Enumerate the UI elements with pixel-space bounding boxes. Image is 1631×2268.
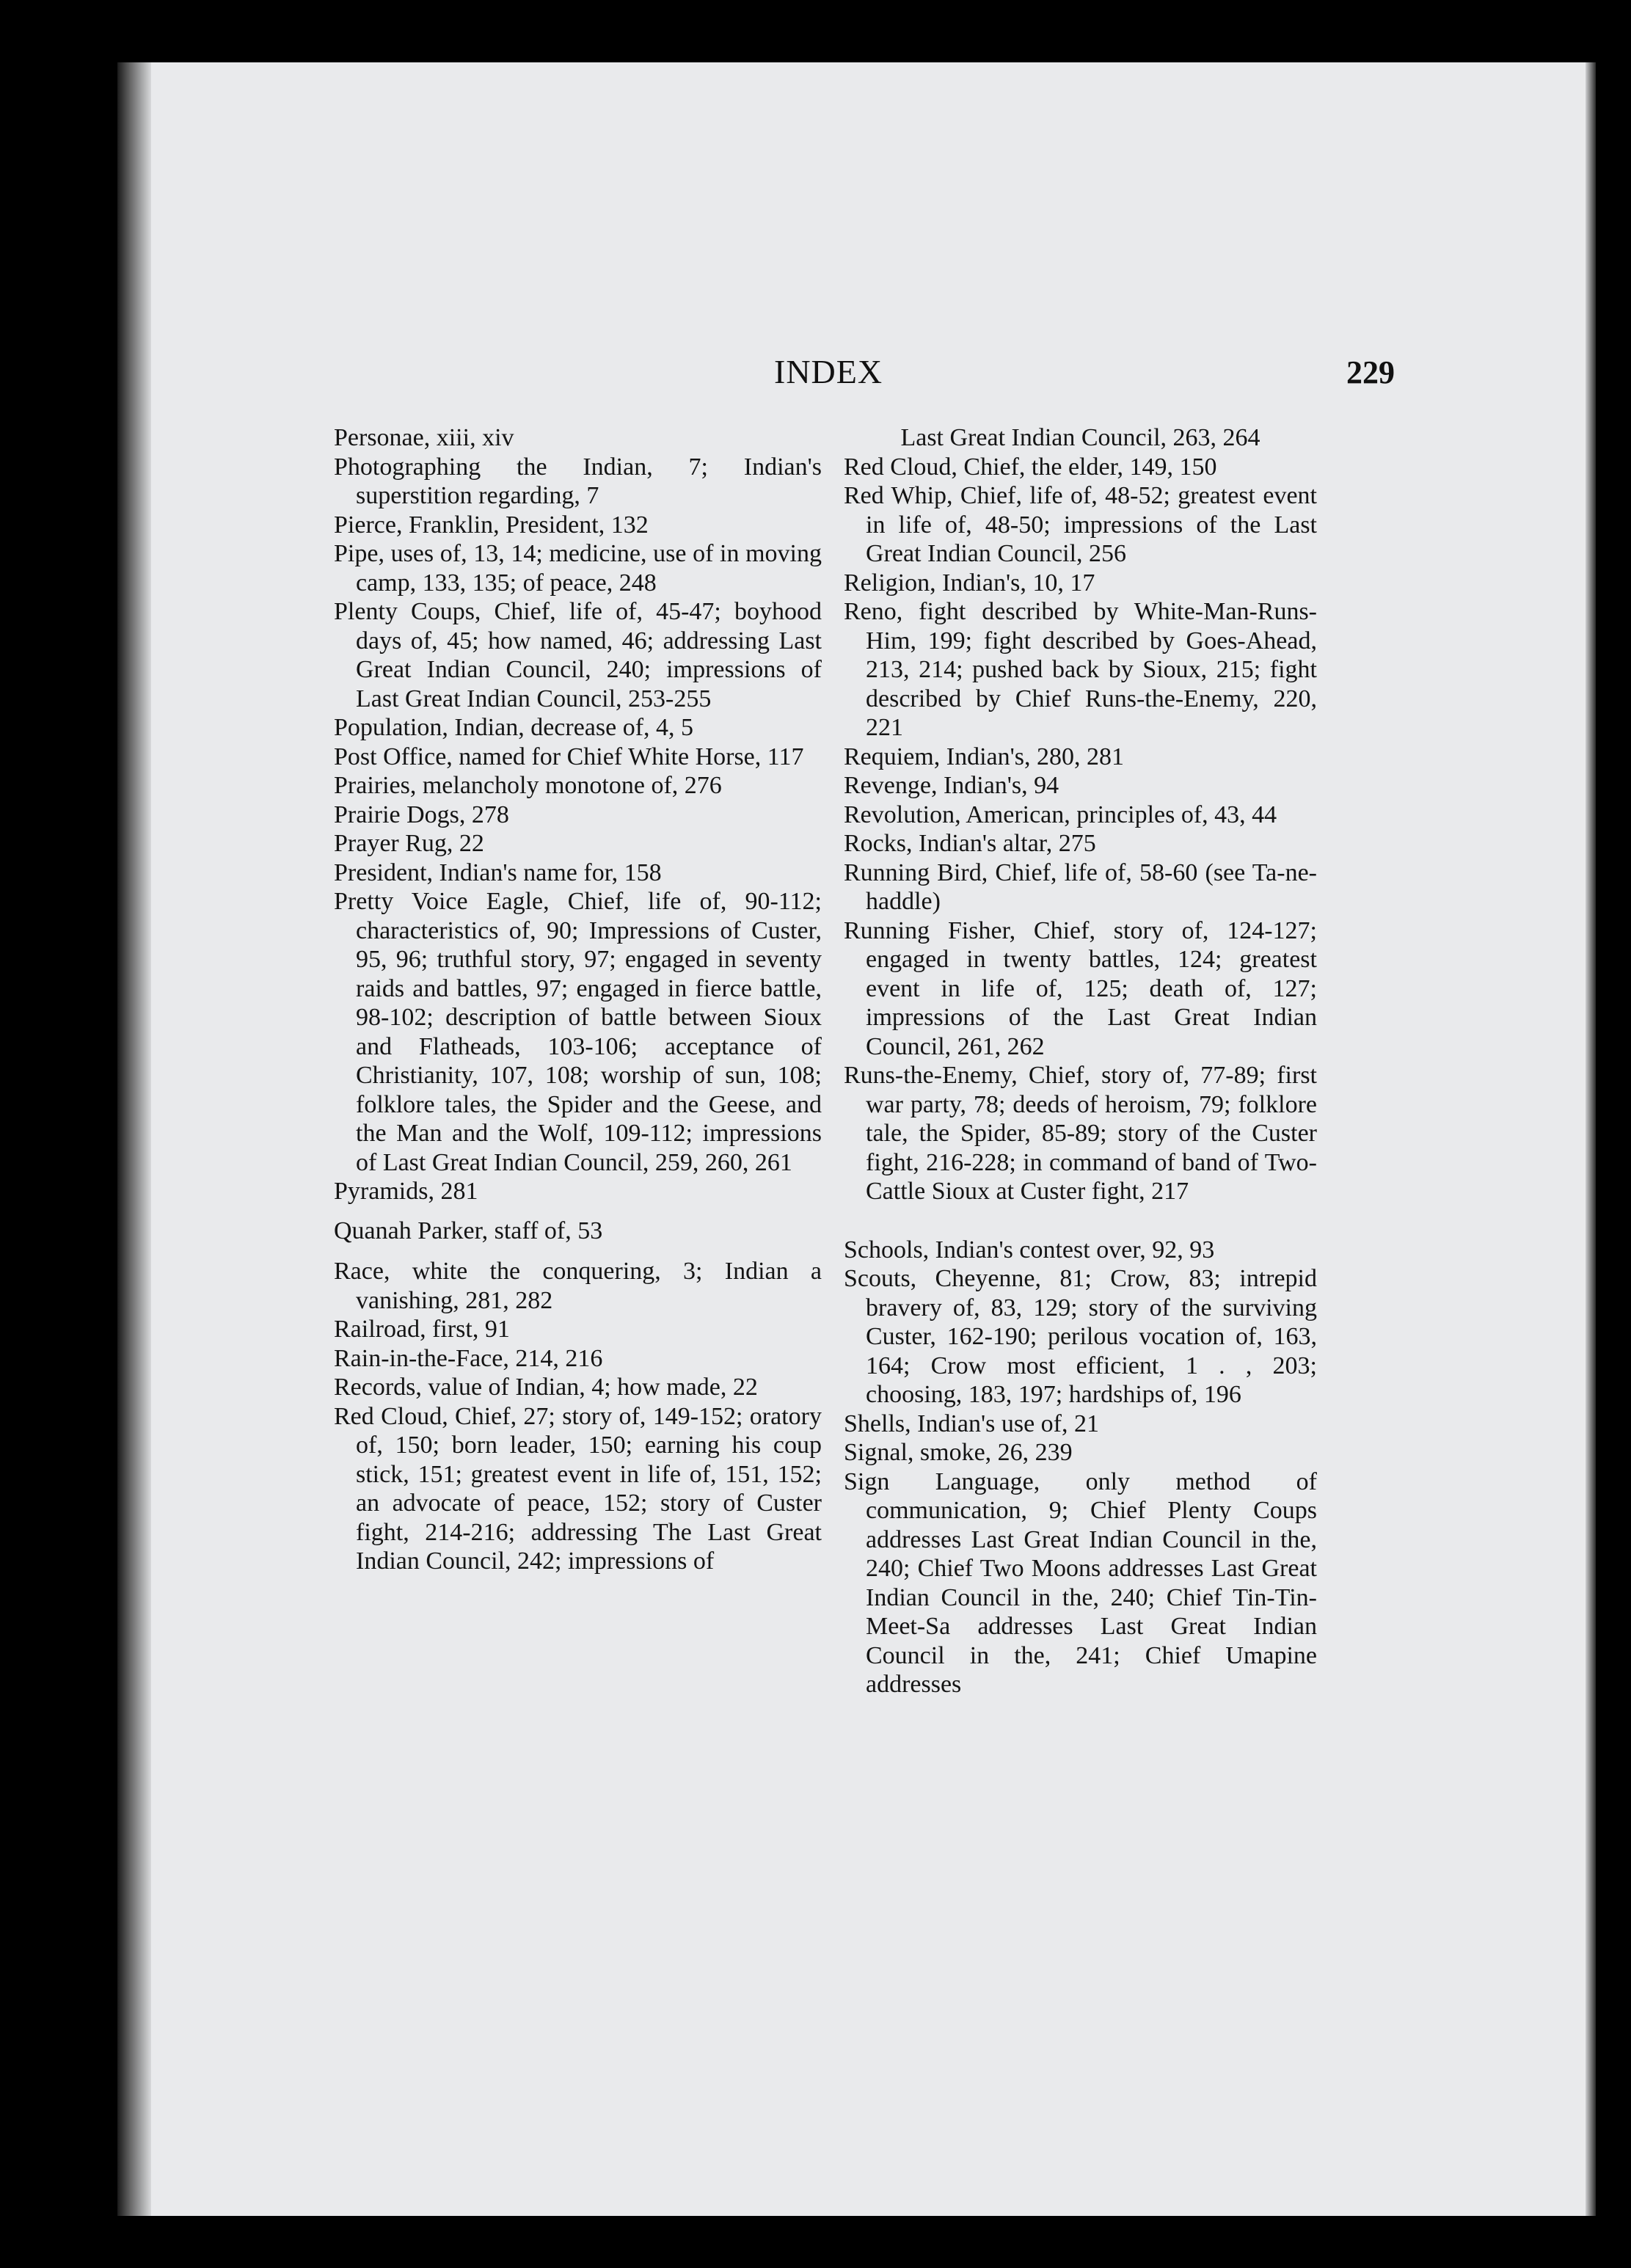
index-entry: Signal, smoke, 26, 239	[844, 1439, 1073, 1466]
index-entry: Running Bird, Chief, life of, 58-60 (see Ta-ne-haddle)	[844, 858, 1317, 915]
index-entry: Red Whip, Chief, life of, 48-52; greatest event in life of, 48-50; impressions of the Last Great Indian Council, 256	[844, 482, 1317, 567]
index-entry: Quanah Parker, staff of, 53	[334, 1217, 603, 1244]
index-entry: Scouts, Cheyenne, 81; Crow, 83; intrepid bravery of, 83, 129; story of the surviving Custer, 162-190; perilous vocation of, 163, 164; Crow most efficient, 1 . , 203; choosing, 183, 197; hardships of, 196	[844, 1265, 1317, 1408]
index-entry: President, Indian's name for, 158	[334, 858, 662, 886]
index-column-left	[334, 423, 822, 1576]
index-entry: Red Cloud, Chief, 27; story of, 149-152; oratory of, 150; born leader, 150; earning his coup stick, 151; greatest event in life of, 151, 152; an advocate of peace, 152; story of Custer fight, 214-216; addressing The Last Great Indian Council, 242; impressions of	[334, 1402, 822, 1575]
index-entry: Prayer Rug, 22	[334, 830, 484, 857]
index-entry: Requiem, Indian's, 280, 281	[844, 743, 1124, 770]
index-entry: Revenge, Indian's, 94	[844, 772, 1059, 799]
index-entry: Pipe, uses of, 13, 14; medicine, use of in moving camp, 133, 135; of peace, 248	[334, 540, 822, 597]
index-entry: Pretty Voice Eagle, Chief, life of, 90-112; characteristics of, 90; Impressions of Custer, 95, 96; truthful story, 97; engaged in seventy raids and battles, 97; engaged in fierce battle, 98-102; description of battle between Sioux and Flatheads, 103-106; acceptance of Christianity, 107, 108; worship of sun, 108; folklore tales, the Spider and the Geese, and the Man and the Wolf, 109-112; impressions of Last Great Indian Council, 259, 260, 261	[334, 888, 822, 1176]
index-entry: Last Great Indian Council, 263, 264	[900, 424, 1260, 451]
index-entry: Sign Language, only method of communication, 9; Chief Plenty Coups addresses Last Great Indian Council in the, 240; Chief Two Moons addresses Last Great Indian Council in the, 240; Chief Tin-Tin-Meet-Sa addresses Last Great Indian Council in the, 241; Chief Umapine addresses	[844, 1467, 1317, 1698]
index-entry: Pyramids, 281	[334, 1178, 478, 1205]
index-entry: Pierce, Franklin, President, 132	[334, 511, 649, 539]
index-entry: Population, Indian, decrease of, 4, 5	[334, 714, 694, 741]
index-entry: Reno, fight described by White-Man-Runs-Him, 199; fight described by Goes-Ahead, 213, 214; pushed back by Sioux, 215; fight described by Chief Runs-the-Enemy, 220, 221	[844, 598, 1317, 741]
index-entry: Runs-the-Enemy, Chief, story of, 77-89; first war party, 78; deeds of heroism, 79; folklore tale, the Spider, 85-89; story of the Custer fight, 216-228; in command of band of Two-Cattle Sioux at Custer fight, 217	[844, 1062, 1317, 1205]
index-entry: Rain-in-the-Face, 214, 216	[334, 1344, 603, 1372]
index-entry: Race, white the conquering, 3; Indian a vanishing, 281, 282	[334, 1258, 822, 1314]
index-entry: Personae, xiii, xiv	[334, 424, 514, 451]
index-entry: Railroad, first, 91	[334, 1316, 510, 1343]
index-entry: Religion, Indian's, 10, 17	[844, 569, 1095, 597]
index-entry: Prairies, melancholy monotone of, 276	[334, 772, 722, 799]
index-entry: Red Cloud, Chief, the elder, 149, 150	[844, 453, 1217, 481]
index-entry: Post Office, named for Chief White Horse, 117	[334, 743, 804, 770]
running-head	[117, 352, 1596, 396]
index-entry: Shells, Indian's use of, 21	[844, 1410, 1099, 1437]
index-entry: Records, value of Indian, 4; how made, 22	[334, 1374, 758, 1401]
index-entry: Running Fisher, Chief, story of, 124-127; engaged in twenty battles, 124; greatest event in life of, 125; death of, 127; impressions of the Last Great Indian Council, 261, 262	[844, 916, 1317, 1060]
index-entry: Rocks, Indian's altar, 275	[844, 830, 1096, 857]
index-entry: Prairie Dogs, 278	[334, 801, 509, 828]
index-column-right	[844, 423, 1317, 1699]
index-entry: Plenty Coups, Chief, life of, 45-47; boyhood days of, 45; how named, 46; addressing Last Great Indian Council, 240; impressions of Last Great Indian Council, 253-255	[334, 598, 822, 712]
book-page	[117, 62, 1596, 2216]
index-entry: Photographing the Indian, 7; Indian's superstition regarding, 7	[334, 453, 822, 509]
index-entry: Revolution, American, principles of, 43, 44	[844, 801, 1277, 828]
index-entry: Schools, Indian's contest over, 92, 93	[844, 1236, 1215, 1264]
page-title: INDEX	[774, 353, 883, 390]
page-number: 229	[1346, 354, 1395, 390]
